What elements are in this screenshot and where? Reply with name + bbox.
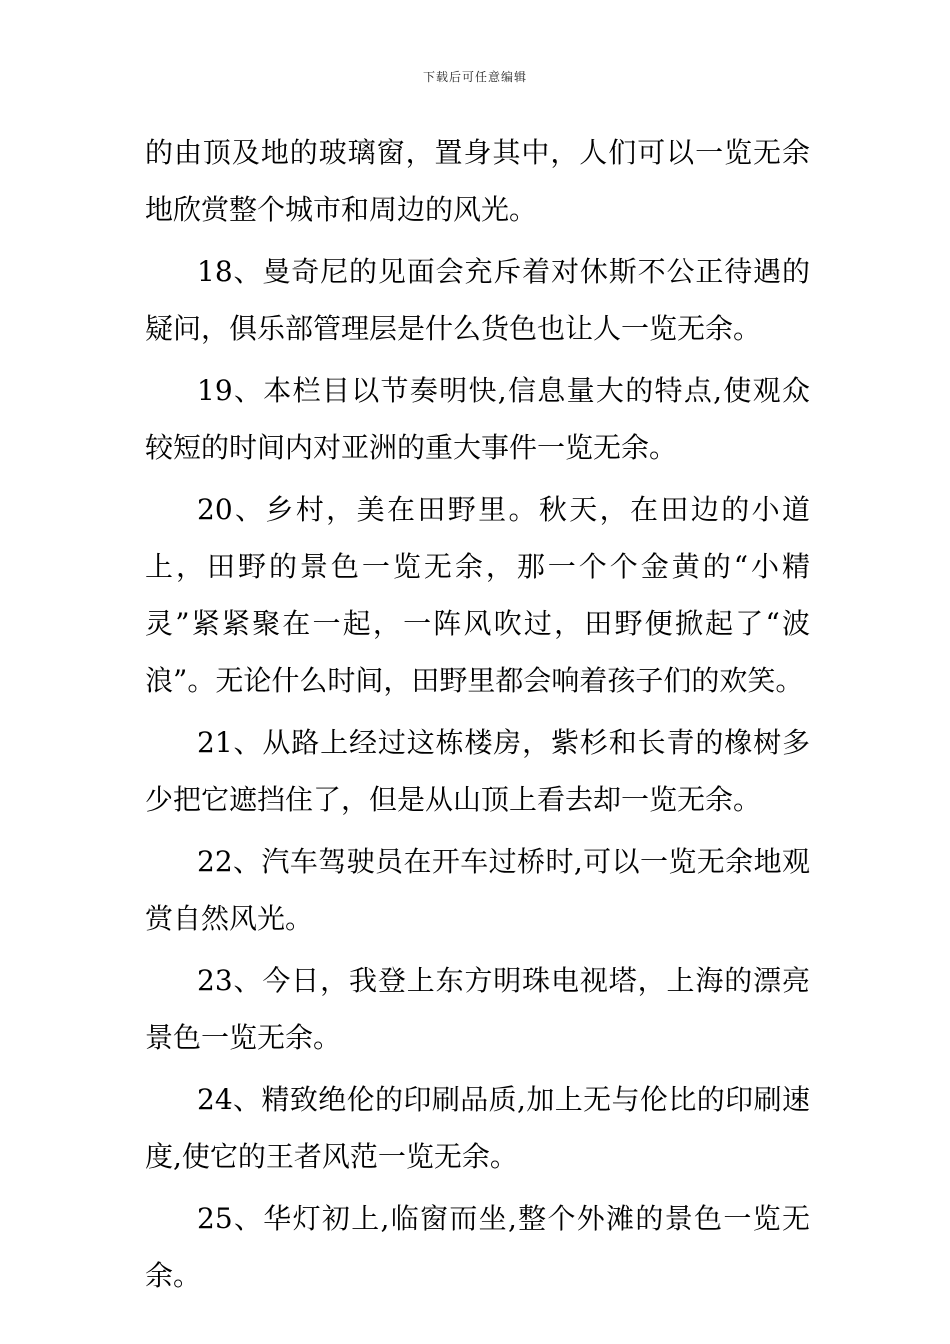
page-header: 下载后可任意编辑 — [422, 70, 527, 84]
paragraph-24: 24、精致绝伦的印刷品质,加上无与伦比的印刷速度,使它的王者风范一览无余。 — [145, 1083, 810, 1173]
paragraph-continuation: 的由顶及地的玻璃窗，置身其中，人们可以一览无余地欣赏整个城市和周边的风光。 — [145, 136, 810, 226]
document-body — [145, 124, 810, 1309]
paragraph-21: 21、从路上经过这栋楼房，紫杉和长青的橡树多少把它遮挡住了，但是从山顶上看去却一览无余。 — [145, 726, 810, 816]
paragraph-19: 19、本栏目以节奏明快,信息量大的特点,使观众较短的时间内对亚洲的重大事件一览无余。 — [145, 374, 810, 464]
paragraph-25: 25、华灯初上,临窗而坐,整个外滩的景色一览无余。 — [145, 1202, 810, 1292]
paragraph-22: 22、汽车驾驶员在开车过桥时,可以一览无余地观赏自然风光。 — [145, 845, 810, 935]
paragraph-23: 23、今日，我登上东方明珠电视塔，上海的漂亮景色一览无余。 — [145, 964, 810, 1054]
paragraph-18: 18、曼奇尼的见面会充斥着对休斯不公正待遇的疑问，俱乐部管理层是什么货色也让人一览无余。 — [145, 255, 810, 345]
paragraph-20: 20、乡村，美在田野里。秋天，在田边的小道上，田野的景色一览无余，那一个个金黄的“小精灵”紧紧聚在一起，一阵风吹过，田野便掀起了“波浪”。无论什么时间，田野里都会响着孩子们的欢笑。 — [145, 493, 810, 697]
